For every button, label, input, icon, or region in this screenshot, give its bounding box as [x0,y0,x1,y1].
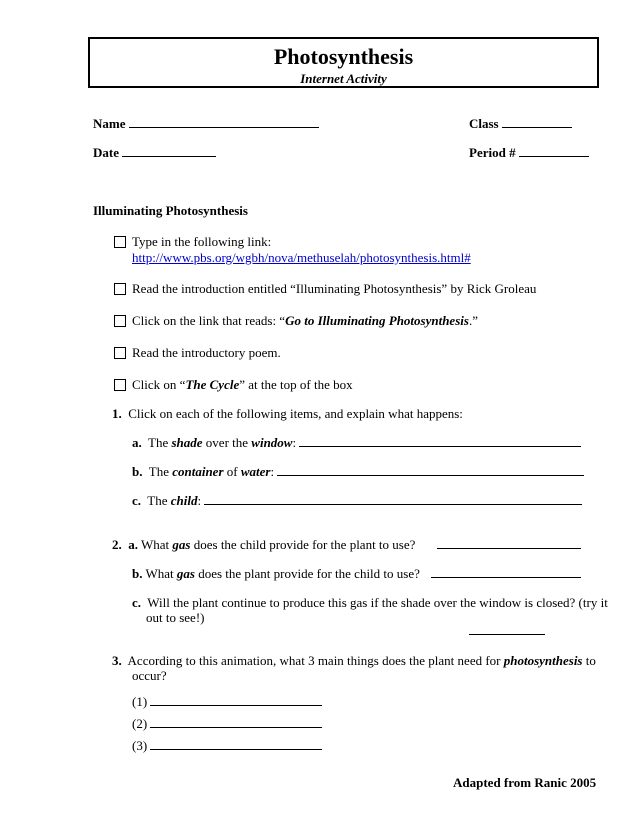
question-2c-line-2: out to see!) [146,610,205,625]
q3-answer-1 [132,694,322,710]
item5-emphasis: The Cycle [185,377,240,392]
q1b-text-3: : [270,464,275,479]
question-2a [112,537,415,553]
q1b-letter: b. [132,464,143,479]
q1a-text-3: : [292,435,297,450]
question-2c-line-1 [132,595,608,611]
date-label: Date [93,145,119,160]
q2c-text-1: Will the plant continue to produce this gas if the shade over the window is closed? (try it [147,595,608,610]
q3-answer-2-blank[interactable] [150,716,322,728]
title-box [88,37,599,88]
q2b-text-2: does the plant provide for the child to use? [194,566,420,581]
item3-post: .” [468,313,478,328]
question-3-line-1 [112,653,596,669]
q3-answer-1-label: (1) [132,694,148,709]
q1b-text-1: The [148,464,173,479]
q3-answer-3-blank[interactable] [150,738,322,750]
question-1-text: Click on each of the following items, and explain what happens: [128,406,463,421]
q3-emphasis: photosynthesis [503,653,583,668]
q3-answer-2-label: (2) [132,716,148,731]
q1b-answer-blank[interactable] [277,464,584,476]
q1a-emphasis-2: window [251,435,293,450]
q2a-answer-blank-wrap [437,537,581,553]
q1b-emphasis-1: container [172,464,224,479]
period-label: Period # [469,145,516,160]
q2c-letter: c. [132,595,142,610]
q2b-answer-blank[interactable] [431,566,581,578]
name-label: Name [93,116,126,131]
q1a-letter: a. [132,435,142,450]
q1c-answer-blank[interactable] [204,493,582,505]
item3-pre: Click on the link that reads: “ [132,313,286,328]
q1c-emphasis-1: child [170,493,198,508]
footer-credit: Adapted from Ranic 2005 [453,775,597,790]
class-field [469,116,572,132]
section-heading: Illuminating Photosynthesis [93,203,248,218]
q1a-answer-blank[interactable] [299,435,581,447]
q2c-answer-blank-wrap [469,623,545,639]
q2c-answer-blank[interactable] [469,623,545,635]
question-1 [112,406,463,422]
q2a-text-2: does the child provide for the plant to use? [190,537,416,552]
checkbox-1[interactable] [114,236,126,248]
pbs-link[interactable]: http://www.pbs.org/wgbh/nova/methuselah/photosynthesis.html# [132,250,471,265]
q1b-text-2: of [223,464,241,479]
page-title: Photosynthesis [273,44,414,69]
q2b-text-1: What [142,566,177,581]
period-field [469,145,589,161]
q2b-emphasis: gas [176,566,195,581]
checklist-item-4-text: Read the introductory poem. [132,345,281,360]
checkbox-5[interactable] [114,379,126,391]
date-field [93,145,216,161]
checklist-item-1-text: Type in the following link: [132,234,272,249]
q3-answer-3 [132,738,322,754]
q1b-emphasis-2: water [240,464,271,479]
q3-answer-1-blank[interactable] [150,694,322,706]
name-field [93,116,319,132]
q2a-emphasis: gas [172,537,191,552]
checklist-item-3-text [132,313,478,329]
q1a-text-1: The [148,435,172,450]
period-blank[interactable] [519,145,589,157]
q1a-text-2: over the [202,435,252,450]
q3-answer-3-label: (3) [132,738,148,753]
checklist-item-2-text: Read the introduction entitled “Illuminating Photosynthesis” by Rick Groleau [132,281,537,296]
q1c-letter: c. [132,493,142,508]
q1c-text-3: : [197,493,202,508]
q3-text-2: to [582,653,596,668]
checkbox-2[interactable] [114,283,126,295]
question-1a [132,435,581,451]
name-blank[interactable] [129,116,319,128]
question-1b [132,464,584,480]
question-1c [132,493,582,509]
question-3-number: 3. [112,653,122,668]
q2b-answer-blank-wrap [431,566,581,582]
class-label: Class [469,116,499,131]
q2a-letter: a. [128,537,138,552]
item5-pre: Click on “ [132,377,186,392]
q2a-answer-blank[interactable] [437,537,581,549]
checkbox-3[interactable] [114,315,126,327]
date-blank[interactable] [122,145,216,157]
question-1-number: 1. [112,406,122,421]
item5-post: ” at the top of the box [239,377,353,392]
class-blank[interactable] [502,116,572,128]
q1a-emphasis-1: shade [171,435,203,450]
q3-text-1: According to this animation, what 3 main things does the plant need for [127,653,504,668]
question-2-number: 2. [112,537,122,552]
q2a-text-1: What [138,537,173,552]
checklist-item-5-text [132,377,353,393]
q2b-letter: b. [132,566,143,581]
question-2b [132,566,420,582]
q1c-text-1: The [147,493,171,508]
question-3-line-2: occur? [132,668,167,683]
checkbox-4[interactable] [114,347,126,359]
q3-answer-2 [132,716,322,732]
page-subtitle: Internet Activity [300,71,387,86]
item3-emphasis: Go to Illuminating Photosynthesis [285,313,469,328]
